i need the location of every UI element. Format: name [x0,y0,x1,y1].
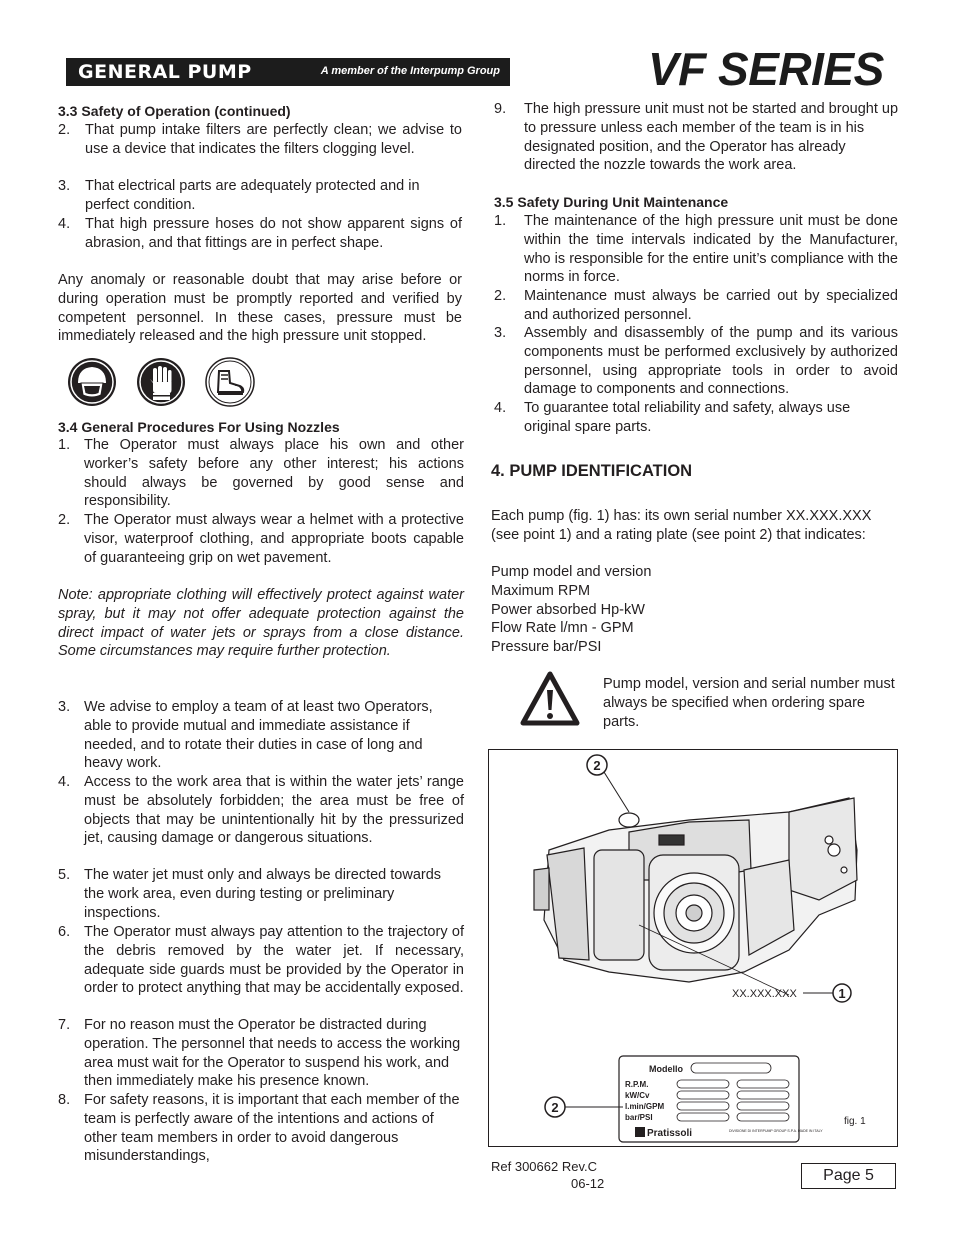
protective-glove-icon [136,357,186,407]
list-item-text: The Operator must always place his own and other worker’s safety before any other interest; his actions should always be governed by good sense and responsibility. [84,437,464,510]
section-3-3-list [58,121,462,251]
list-number: 7. [58,1017,71,1033]
list-number: 2. [58,512,71,528]
list-number: 3. [58,178,71,194]
list-item-text: For no reason must the Operator be distracted during operation. The personnel that needs to access the working area must wait for the Operator to suspend his work, and then immediately make his presence known. [84,1017,461,1090]
list-number: 1. [494,213,507,229]
plate-row-label: R.P.M. [625,1080,649,1089]
footer-date: 06-12 [571,1176,605,1191]
callout-2-plate-number: 2 [551,1100,559,1115]
list-number: 3. [58,699,71,715]
plate-brand: Pratissoli [647,1128,693,1139]
list-item-text: The maintenance of the high pressure unit must be done within the time intervals indicated by the Manufacturer, who is responsible for the entire unit’s compliance with the norms in force. [524,213,898,286]
list-number: 6. [58,924,71,940]
list-item-text: To guarantee total reliability and safety, always use original spare parts. [524,400,851,435]
callout-1-number: 1 [838,986,846,1001]
list-item-text: We advise to employ a team of at least two Operators, able to provide mutual and immediate assistance if needed, and to rotate their duties in case of long and heavy work. [84,699,433,772]
list-item-text: The Operator must always pay attention to the trajectory of the debris removed by the water jet. If necessary, adequate side guards must be provided by the Operator in order to protect anything that may be accidentally exposed. [84,924,464,997]
footer-ref: Ref 300662 Rev.C [491,1159,597,1174]
list-number: 4. [494,400,507,416]
list-item-text: The high pressure unit must not be started and brought up to pressure unless each member of the team is in his designated position, and the Operator has already directed the nozzle towards the work area. [524,101,899,174]
rating-plate-list [491,563,791,657]
list-item-text: Access to the work area that is within the water jets’ range must be absolutely forbidden; the area must be free of objects that may be unintentionally hit by the pressurized jet, causing damage or dangerous situations. [84,774,464,847]
list-number: 1. [58,437,71,453]
section-4-heading: 4. PUMP IDENTIFICATION [491,462,693,480]
plate-fineprint: DIVISIONE DI INTERPUMP GROUP S.P.A. MADE IN ITALY [729,1129,823,1133]
list-item: Pump model and version [491,564,652,580]
warning-text: Pump model, version and serial number must always be specified when ordering spare parts. [603,676,895,730]
list-item: Maximum RPM [491,582,591,599]
anomaly-paragraph: Any anomaly or reasonable doubt that may arise before or during operation must be promptly reported and verified by competent personnel. In these cases, pressure must be immediately released and the high pressure unit stopped. [58,272,462,345]
figure-1 [488,749,898,1147]
section-3-4-list-a [58,436,464,568]
list-item-text: Assembly and disassembly of the pump and its various components must be performed exclusively by authorized personnel, using appropriate tools in order to avoid damage to components and connections. [524,325,898,398]
section-3-4-list-b [58,698,464,1168]
item-9 [494,100,898,180]
plate-row-label: bar/PSI [625,1113,653,1122]
note-paragraph: Note: appropriate clothing will effectively protect against water spray, but it may not offer adequate protection against the direct impact of water jets or sprays from a close distance. Some circumstances may require further protection. [58,587,464,660]
list-item-text: That pump intake filters are perfectly clean; we advise to use a device that indicates the filters clogging level. [85,122,462,157]
list-item: Flow Rate l/mn - GPM [491,620,634,637]
list-number: 2. [58,122,71,138]
callout-2-top-number: 2 [593,758,601,773]
figure-caption: fig. 1 [844,1116,866,1127]
plate-row-label: kW/Cv [625,1091,650,1100]
section-4-paragraph: Each pump (fig. 1) has: its own serial number XX.XXX.XXX (see point 1) and a rating plate (see point 2) that indicates: [491,508,872,543]
plate-row-label: l.min/GPM [625,1102,665,1111]
list-item-text: That electrical parts are adequately protected and in perfect condition. [85,178,420,213]
section-3-5-list [494,212,898,442]
list-number: 8. [58,1092,71,1108]
serial-label: XX.XXX.XXX [732,988,797,1000]
brand-name: GENERAL PUMP [78,61,252,83]
list-number: 4. [58,216,71,232]
plate-title: Modello [649,1064,683,1074]
list-item-text: Maintenance must always be carried out by specialized and authorized personnel. [524,288,898,323]
list-number: 3. [494,325,507,341]
pump-drawing [489,750,897,1146]
list-item-text: For safety reasons, it is important that each member of the team is perfectly aware of the intentions and actions of other team members in order to avoid dangerous misunderstandings, [84,1092,460,1165]
series-title: VF SERIES [648,43,884,95]
list-item: Pressure bar/PSI [491,639,602,656]
helmet-visor-icon [67,357,117,407]
section-3-5-heading: 3.5 Safety During Unit Maintenance [494,194,729,210]
list-number: 5. [58,867,71,883]
list-item-text: That high pressure hoses do not show apparent signs of abrasion, and that fittings are in perfect shape. [85,216,462,251]
list-number: 4. [58,774,71,790]
warning-icon [519,670,581,728]
section-3-3-heading: 3.3 Safety of Operation (continued) [58,103,291,119]
list-number: 9. [494,101,507,117]
list-item-text: The water jet must only and always be directed towards the work area, even during testing or preliminary inspections. [84,867,442,921]
list-item: Power absorbed Hp-kW [491,601,645,618]
section-3-4-heading: 3.4 General Procedures For Using Nozzles [58,419,340,435]
brand-bar [66,58,510,86]
brand-tagline: A member of the Interpump Group [320,65,500,77]
list-item-text: The Operator must always wear a helmet with a protective visor, waterproof clothing, and appropriate boots capable of guaranteeing grip on wet pavement. [84,512,464,566]
page-number: Page 5 [801,1163,896,1189]
safety-boot-icon [205,357,255,407]
list-number: 2. [494,288,507,304]
